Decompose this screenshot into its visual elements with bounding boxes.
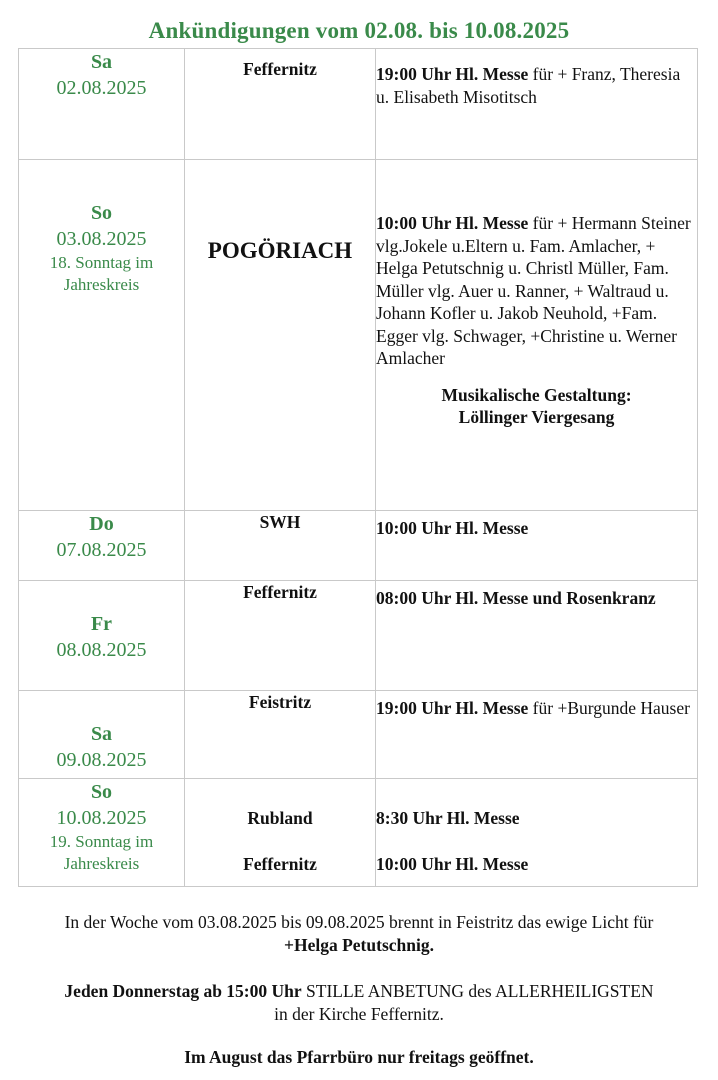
day-date: 09.08.2025 [56,749,147,771]
table-row [19,49,698,160]
mass-time: 8:30 Uhr Hl. Messe [376,808,520,828]
day-date: 03.08.2025 [56,228,147,250]
adoration-text: STILLE ANBETUNG des ALLERHEILIGSTEN [301,981,654,1001]
event-cell [376,160,698,511]
music-ensemble: Löllinger Viergesang [458,407,615,427]
day-name: So [90,781,113,803]
eternal-light-name: +Helga Petutschnig. [284,934,434,955]
day-cell [19,691,185,779]
day-cell [19,511,185,581]
day-name: Do [89,513,114,535]
table-row [19,581,698,691]
event-cell [376,511,698,581]
table-row [19,779,698,887]
day-cell [19,49,185,160]
mass-time: 10:00 Uhr Hl. Messe [376,853,529,874]
place-cell: Feffernitz [185,49,376,160]
place-cell: Feffernitz [185,581,376,691]
eternal-light-notice [0,911,718,956]
office-notice: Im August das Pfarrbüro nur freitags geöffnet. [184,1047,534,1067]
mass-time: 10:00 Uhr Hl. Messe [376,213,529,233]
mass-time: 08:00 Uhr Hl. Messe und Rosenkranz [376,588,656,608]
mass-intentions: für + Franz, Theresia u. Elisabeth Misotitsch [376,64,681,107]
adoration-location: in der Kirche Feffernitz. [274,1003,444,1024]
day-date: 08.08.2025 [56,639,147,661]
eternal-light-text: In der Woche vom 03.08.2025 bis 09.08.2025 brennt in Feistritz das ewige Licht für [64,912,654,932]
day-name: Sa [90,51,113,73]
event-cell [376,49,698,160]
place-name: Feffernitz [243,853,317,874]
mass-time: 10:00 Uhr Hl. Messe [376,518,529,538]
day-date: 02.08.2025 [56,77,147,99]
day-date: 10.08.2025 [56,807,147,829]
mass-intentions: für +Burgunde Hauser [528,698,690,718]
place-cell: Feistritz [185,691,376,779]
music-note [376,384,697,429]
day-cell [19,160,185,511]
event-cell [376,779,698,887]
event-cell [376,691,698,779]
adoration-time: Jeden Donnerstag ab 15:00 Uhr [64,981,302,1001]
schedule-table [18,48,698,887]
event-cell [376,581,698,691]
adoration-notice [0,980,718,1025]
table-row [19,691,698,779]
day-cell [19,779,185,887]
mass-time: 19:00 Uhr Hl. Messe [376,64,529,84]
table-row [19,511,698,581]
liturgical-day: 19. Sonntag im Jahreskreis [49,832,154,873]
mass-intentions: für + Hermann Steiner vlg.Jokele u.Eltern u. Fam. Amlacher, + Helga Petutschnig u. Christl Müller, Fam. Müller vlg. Auer u. Ranner, + Waltraud u. Johann Kofler u. Jakob Neuhold, +Fam. Egger vlg. Schwager, +Christine u. Werner Amlacher [376,213,691,368]
place-cell: POGÖRIACH [185,160,376,511]
table-row [19,160,698,511]
music-label: Musikalische Gestaltung: [441,384,632,405]
mass-time: 19:00 Uhr Hl. Messe [376,698,529,718]
day-date: 07.08.2025 [56,539,147,561]
place-cell [185,779,376,887]
liturgical-day: 18. Sonntag im Jahreskreis [49,253,154,294]
day-cell [19,581,185,691]
day-name: Sa [90,723,113,745]
page-title: Ankündigungen vom 02.08. bis 10.08.2025 [148,18,570,43]
day-name: So [90,202,113,224]
day-name: Fr [90,613,113,635]
place-cell: SWH [185,511,376,581]
place-name: Rubland [247,808,313,828]
